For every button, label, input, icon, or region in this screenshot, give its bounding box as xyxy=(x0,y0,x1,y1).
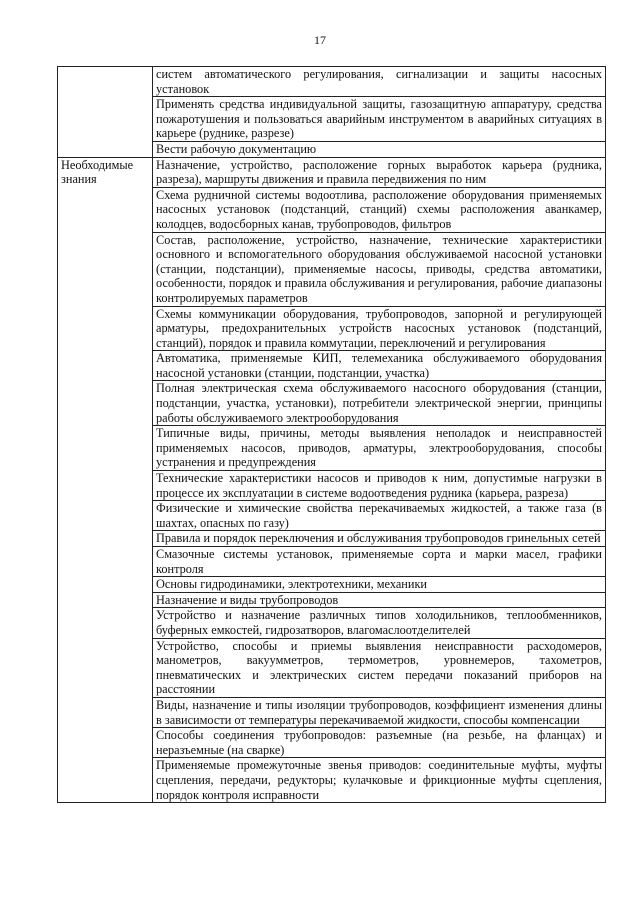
row-text: Схемы коммуникации оборудования, трубопроводов, запорной и регулирующей арматуры, предохранительных устройств насосных установок (подстанций, станций), порядок и правила коммутации, переключений и регулирования xyxy=(153,306,606,351)
section-label-empty xyxy=(58,67,153,158)
row-text: Устройство и назначение различных типов холодильников, теплообменников, буферных емкостей, гидрозатворов, влагомаслоотделителей xyxy=(153,608,606,638)
row-text: Вести рабочую документацию xyxy=(153,141,606,157)
row-text: Назначение и виды трубопроводов xyxy=(153,592,606,608)
row-text: Схема рудничной системы водоотлива, расположение оборудования применяемых насосных установок (подстанций, станций) схемы расположения аванкамер, колодцев, водосборных канав, трубопроводов, фильтров xyxy=(153,187,606,232)
row-text: Физические и химические свойства перекачиваемых жидкостей, а также газа (в шахтах, опасных по газу) xyxy=(153,501,606,531)
section-label-knowledge: Необходимые знания xyxy=(58,157,153,803)
competency-table xyxy=(57,66,606,803)
row-text: Виды, назначение и типы изоляции трубопроводов, коэффициент изменения длины в зависимости от температуры перекачиваемой жидкости, способы компенсации xyxy=(153,697,606,727)
row-text: систем автоматического регулирования, сигнализации и защиты насосных установок xyxy=(153,67,606,97)
row-text: Основы гидродинамики, электротехники, механики xyxy=(153,577,606,593)
row-text: Правила и порядок переключения и обслуживания трубопроводов гринельных сетей xyxy=(153,531,606,547)
row-text: Типичные виды, причины, методы выявления неполадок и неисправностей применяемых насосов, приводов, арматуры, электрооборудования, способы устранения и предупреждения xyxy=(153,426,606,471)
row-text: Применяемые промежуточные звенья приводов: соединительные муфты, муфты сцепления, передачи, редукторы; кулачковые и фрикционные муфты сцепления, порядок контроля исправности xyxy=(153,758,606,803)
row-text: Смазочные системы установок, применяемые сорта и марки масел, графики контроля xyxy=(153,547,606,577)
row-text: Назначение, устройство, расположение горных выработок карьера (рудника, разреза), маршруты движения и правила передвижения по ним xyxy=(153,157,606,187)
page-number: 17 xyxy=(314,33,326,47)
row-text: Автоматика, применяемые КИП, телемеханика обслуживаемого оборудования насосной установки (станции, подстанции, участка) xyxy=(153,351,606,381)
row-text: Устройство, способы и приемы выявления неисправности расходомеров, манометров, вакуумметров, термометров, уровнемеров, тахометров, пневматических и электрических систем передачи показаний приборов на расстоянии xyxy=(153,638,606,697)
row-text: Способы соединения трубопроводов: разъемные (на резьбе, на фланцах) и неразъемные (на сварке) xyxy=(153,728,606,758)
row-text: Применять средства индивидуальной защиты, газозащитную аппаратуру, средства пожаротушения и пользоваться аварийным инструментом в аварийных ситуациях в карьере (руднике, разрезе) xyxy=(153,97,606,142)
row-text: Технические характеристики насосов и приводов к ним, допустимые нагрузки в процессе их эксплуатации в системе водоотведения рудника (карьера, разреза) xyxy=(153,471,606,501)
row-text: Полная электрическая схема обслуживаемого насосного оборудования (станции, подстанции, участка, установки), потребители электрической энергии, принципы работы обслуживаемого электрооборудования xyxy=(153,381,606,426)
row-text: Состав, расположение, устройство, назначение, технические характеристики основного и вспомогательного оборудования обслуживаемой насосной установки (станции, подстанции), применяемые насосы, приводы, средства автоматики, особенности, порядок и правила обслуживания и регулирования, рабочие диапазоны контролируемых параметров xyxy=(153,232,606,306)
table-body xyxy=(58,67,606,803)
table-row xyxy=(58,157,606,187)
table-row xyxy=(58,67,606,97)
